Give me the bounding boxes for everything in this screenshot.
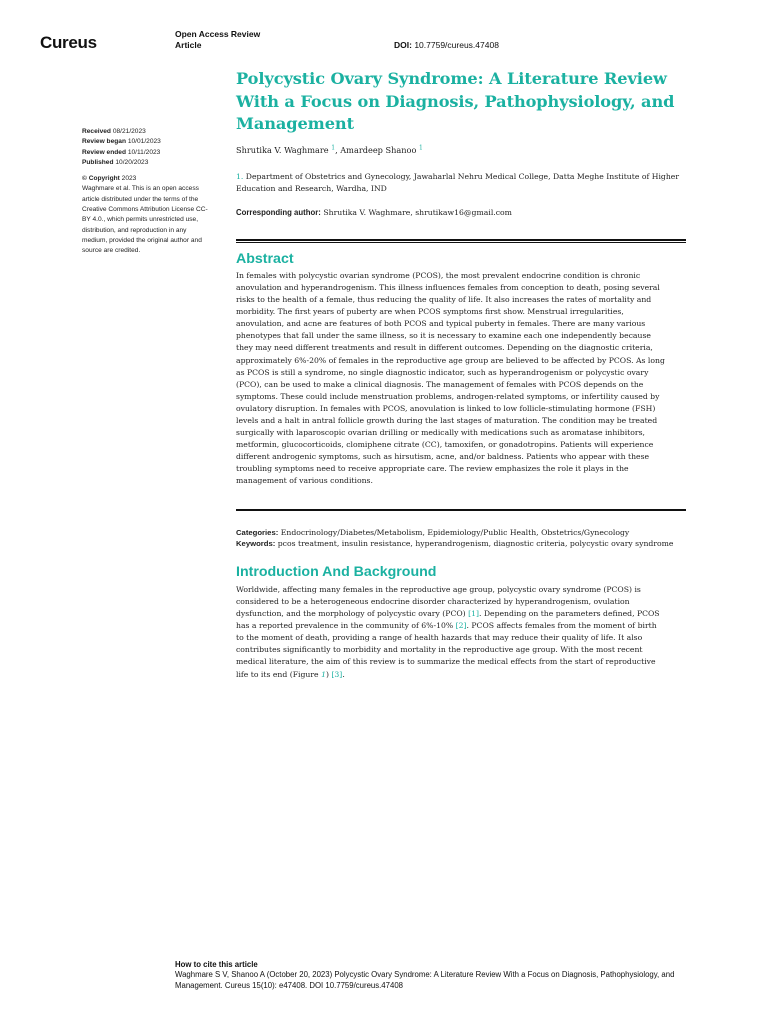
- keywords-value: pcos treatment, insulin resistance, hyperandrogenism, diagnostic criteria, polycystic ovary syndrome: [277, 539, 674, 549]
- review-ended-label: Review ended: [82, 148, 126, 156]
- introduction-body: [236, 584, 696, 681]
- copyright-label: © Copyright: [82, 175, 120, 183]
- intro-line: medical literature, the aim of this review is to summarize the medical effects from the start of reproductive: [236, 657, 656, 667]
- abstract-line: troubling symptoms need to receive appropriate care. The review emphasizes the role it plays in the: [236, 464, 629, 474]
- how-to-cite: [175, 960, 735, 991]
- citation-line: Waghmare S V, Shanoo A (October 20, 2023) Polycystic Ovary Syndrome: A Literature Review With a Focus on Diagnosis, Pathophysiology, and: [175, 970, 675, 980]
- abstract-line: In females with polycystic ovarian syndrome (PCOS), the most prevalent endocrine condition is chronic: [236, 271, 641, 280]
- review-began-label: Review began: [82, 138, 126, 146]
- article-type: [175, 29, 260, 51]
- intro-line: considered to be a heterogeneous endocrine disorder characterized by hyperandrogenism, ovulation: [236, 597, 630, 607]
- copyright-row: [82, 174, 220, 184]
- license-line: medium, provided the original author and: [82, 236, 202, 244]
- reference-link[interactable]: [1]: [468, 609, 479, 619]
- article-type-line1: Open Access Review: [175, 29, 261, 39]
- doi-value[interactable]: 10.7759/cureus.47408: [414, 40, 499, 50]
- license-line: source are credited.: [82, 247, 141, 255]
- abstract-line: surgically with laparoscopic ovarian drilling or medically with medications such as aromatase inhibitors,: [236, 428, 645, 438]
- header-doi: [394, 40, 499, 50]
- abstract-line: they may need different treatments and result in different outcomes. Depending on the diagnostic criteria,: [236, 343, 653, 353]
- review-began-row: [82, 137, 220, 147]
- abstract-body: [236, 270, 696, 487]
- published-label: Published: [82, 158, 114, 166]
- copyright-year: 2023: [121, 175, 137, 183]
- intro-line: life to its end (Figure 1) [3].: [236, 669, 345, 679]
- abstract-heading: Abstract: [236, 251, 294, 267]
- author-name[interactable]: Shrutika V. Waghmare: [236, 145, 329, 155]
- affiliation: [236, 171, 696, 194]
- how-to-cite-heading: How to cite this article: [175, 960, 258, 969]
- license-line: distribution, and reproduction in any: [82, 226, 187, 234]
- affiliation-marker[interactable]: 1: [419, 144, 423, 152]
- license-line: BY 4.0., which permits unrestricted use,: [82, 216, 199, 224]
- intro-line: contributes significantly to morbidity and mortality in the reproductive age group. With the most recent: [236, 645, 643, 655]
- article-history-sidebar: [82, 127, 220, 257]
- received-label: Received: [82, 128, 111, 135]
- corresponding-author: [236, 208, 696, 217]
- section-divider: [236, 509, 686, 511]
- abstract-line: anovulation, and acne are features of both PCOS and typical puberty in females. There are many various: [236, 319, 646, 329]
- license-line: Waghmare et al. This is an open access: [82, 185, 199, 193]
- abstract-line: phenotypes that fall under the same illness, so it is necessary to examine each one independently because: [236, 331, 651, 341]
- intro-line: has a reported prevalence in the community of 6%-10% [2]. PCOS affects females from the moment of birth: [236, 621, 657, 631]
- abstract-line: approximately 6%-20% of females in the reproductive age group are believed to be affected by PCOS. As long: [236, 355, 665, 365]
- abstract-line: anovulation and hyperandrogenism. This illness influences females from conception to death, posing several: [236, 283, 660, 293]
- license-text: [82, 184, 220, 256]
- section-divider: [236, 239, 686, 243]
- citation-line: Management. Cureus 15(10): e47408. DOI 10.7759/cureus.47408: [175, 980, 403, 990]
- title-line: Management: [236, 114, 354, 134]
- abstract-line: symptoms. These could include menstruation problems, androgen-related symptoms, or infertility caused by: [236, 391, 660, 401]
- affiliation-number: 1.: [236, 172, 244, 181]
- doi-label: DOI:: [394, 40, 412, 50]
- affiliation-line: Education and Research, Wardha, IND: [236, 183, 387, 193]
- review-ended-date: 10/11/2023: [127, 148, 161, 156]
- published-date: 10/20/2023: [115, 158, 149, 166]
- abstract-line: metformin, glucocorticoids, clomiphene citrate (CC), tamoxifen, or gonadotropins. Patients will experience: [236, 440, 654, 450]
- categories-row: [236, 527, 696, 538]
- categories-keywords: [236, 527, 696, 549]
- intro-line: to the moment of death, providing a range of health hazards that may reduce their quality of life. It also: [236, 633, 643, 643]
- introduction-heading: Introduction And Background: [236, 564, 437, 580]
- affiliation-line: Department of Obstetrics and Gynecology, Jawaharlal Nehru Medical College, Datta Meghe Institute of Higher: [245, 172, 679, 181]
- intro-line: Worldwide, affecting many females in the reproductive age group, polycystic ovary syndrome (PCOS) is: [236, 585, 641, 594]
- author-list: [236, 145, 686, 155]
- affiliation-marker[interactable]: 1: [331, 144, 336, 152]
- title-line: Polycystic Ovary Syndrome: A Literature Review: [236, 69, 667, 88]
- received-row: [82, 127, 220, 137]
- abstract-line: risks to the health of a female, thus reducing the quality of life. It also increases the rates of mortality and: [236, 295, 652, 305]
- corresponding-label: Corresponding author:: [236, 208, 321, 217]
- received-date: 08/21/2023: [112, 128, 146, 135]
- figure-link[interactable]: 1: [321, 669, 326, 679]
- reference-link[interactable]: [3]: [331, 669, 343, 679]
- keywords-row: [236, 538, 696, 549]
- intro-line: dysfunction, and the morphology of polycystic ovary (PCO) [1]. Depending on the parameters defined, PCOS: [236, 609, 660, 619]
- abstract-line: management of various conditions.: [236, 476, 373, 486]
- categories-label: Categories:: [236, 528, 279, 537]
- abstract-line: as PCOS is still a syndrome, no single diagnostic indicator, such as hyperandrogenism or polycystic ovary: [236, 367, 649, 377]
- abstract-line: different androgenic symptoms, such as hirsutism, acne, and/or baldness. Patients who appear with these: [236, 452, 650, 462]
- corresponding-value[interactable]: Shrutika V. Waghmare, shrutikaw16@gmail.com: [323, 208, 512, 217]
- license-line: article distributed under the terms of the: [82, 195, 199, 203]
- reference-link[interactable]: [2]: [455, 621, 467, 631]
- review-ended-row: [82, 148, 220, 158]
- article-type-line2: Article: [175, 40, 202, 50]
- abstract-line: levels and a halt in antral follicle growth during the last stages of maturation. The condition may be treated: [236, 415, 658, 425]
- keywords-label: Keywords:: [236, 539, 276, 549]
- categories-value: Endocrinology/Diabetes/Metabolism, Epidemiology/Public Health, Obstetrics/Gynecology: [280, 528, 630, 537]
- license-line: Creative Commons Attribution License CC-: [82, 206, 208, 214]
- published-row: [82, 158, 220, 168]
- article-title: [236, 68, 706, 136]
- review-began-date: 10/01/2023: [127, 138, 161, 146]
- abstract-line: morbidity. The first years of puberty are when PCOS symptoms first show. Menstrual irregularities,: [236, 307, 624, 317]
- author-name[interactable]: , Amardeep Shanoo: [335, 145, 417, 155]
- abstract-line: (PCO), can be used to make a clinical diagnosis. The management of females with PCOS depends on the: [236, 379, 644, 389]
- abstract-line: ovulatory disruption. In females with PCOS, anovulation is linked to low follicle-stimulating hormone (FSH): [236, 403, 656, 413]
- journal-logo: Cureus: [40, 33, 97, 52]
- title-line: With a Focus on Diagnosis, Pathophysiology, and: [236, 91, 675, 111]
